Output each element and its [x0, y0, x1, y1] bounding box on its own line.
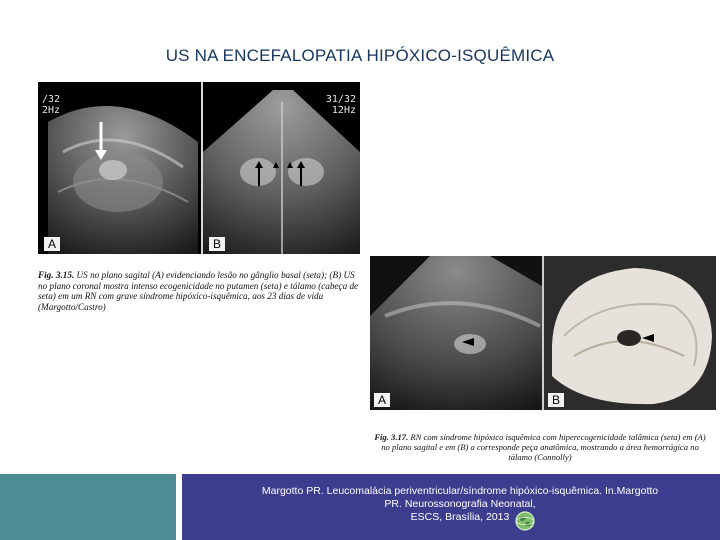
panel-b-text-1: 31/32 [325, 94, 356, 105]
figure-2-caption-body: RN com síndrome hipóxico isquêmica com hiperecogenicidade talâmica (seta) em (A) no plano sagital e em (B) a corresponde peça anatômica, mostrando a área hemorrágica no tálamo (Connolly) [381, 432, 706, 462]
panel-a-letter: A [44, 237, 60, 251]
slide-title: US NA ENCEFALOPATIA HIPÓXICO-ISQUÊMICA [165, 46, 555, 65]
ultrasound-panel-a [38, 82, 201, 254]
panel-a-text-2: 2Hz [42, 105, 61, 116]
footer-left-bar [0, 474, 176, 540]
panel-b-text-2: 12Hz [331, 105, 356, 116]
panel-b-settings [326, 94, 356, 116]
globe-icon[interactable] [515, 511, 535, 531]
figure-1-caption-body: US no plano sagital (A) evidenciando lesão no gânglio basal (seta); (B) US no plano coronal mostra intenso ecogenicidade no putamen (seta) e tálamo (cabeça de seta) em um RN com grave síndrome hipóxico-isquêmica, aos 23 dias de vida (Margotto/Castro) [38, 270, 359, 312]
citation-line-3: ESCS, Brasília, 2013 [410, 511, 510, 523]
panel-a-text-1: /32 [42, 94, 61, 105]
anatomic-brain-image [544, 256, 716, 410]
ultrasound-sagittal-image [38, 82, 201, 254]
figure-2-panel-a [370, 256, 542, 410]
figure-2-caption-lead: Fig. 3.17. [374, 432, 409, 442]
panel-a-settings [42, 94, 60, 116]
figure-1-caption [38, 270, 360, 312]
ultrasound-thalamus-image [370, 256, 542, 410]
footer-citation [240, 485, 680, 524]
citation-line-1: Margotto PR. Leucomalácia periventricular/síndrome hipóxico-isquêmica. In.Margotto [261, 485, 659, 497]
figure-2-panel-b [544, 256, 716, 410]
figure-1-caption-lead: Fig. 3.15. [38, 270, 75, 280]
figure-2-panel-b-letter: B [548, 393, 564, 407]
figure-2-caption [370, 432, 710, 462]
citation-line-2: PR. Neurossonografia Neonatal, [384, 498, 536, 510]
figure-2-panel-a-letter: A [374, 393, 390, 407]
ultrasound-figure-1 [38, 82, 360, 254]
panel-b-letter: B [209, 237, 225, 251]
ultrasound-figure-2 [370, 256, 716, 410]
ultrasound-panel-b [203, 82, 360, 254]
